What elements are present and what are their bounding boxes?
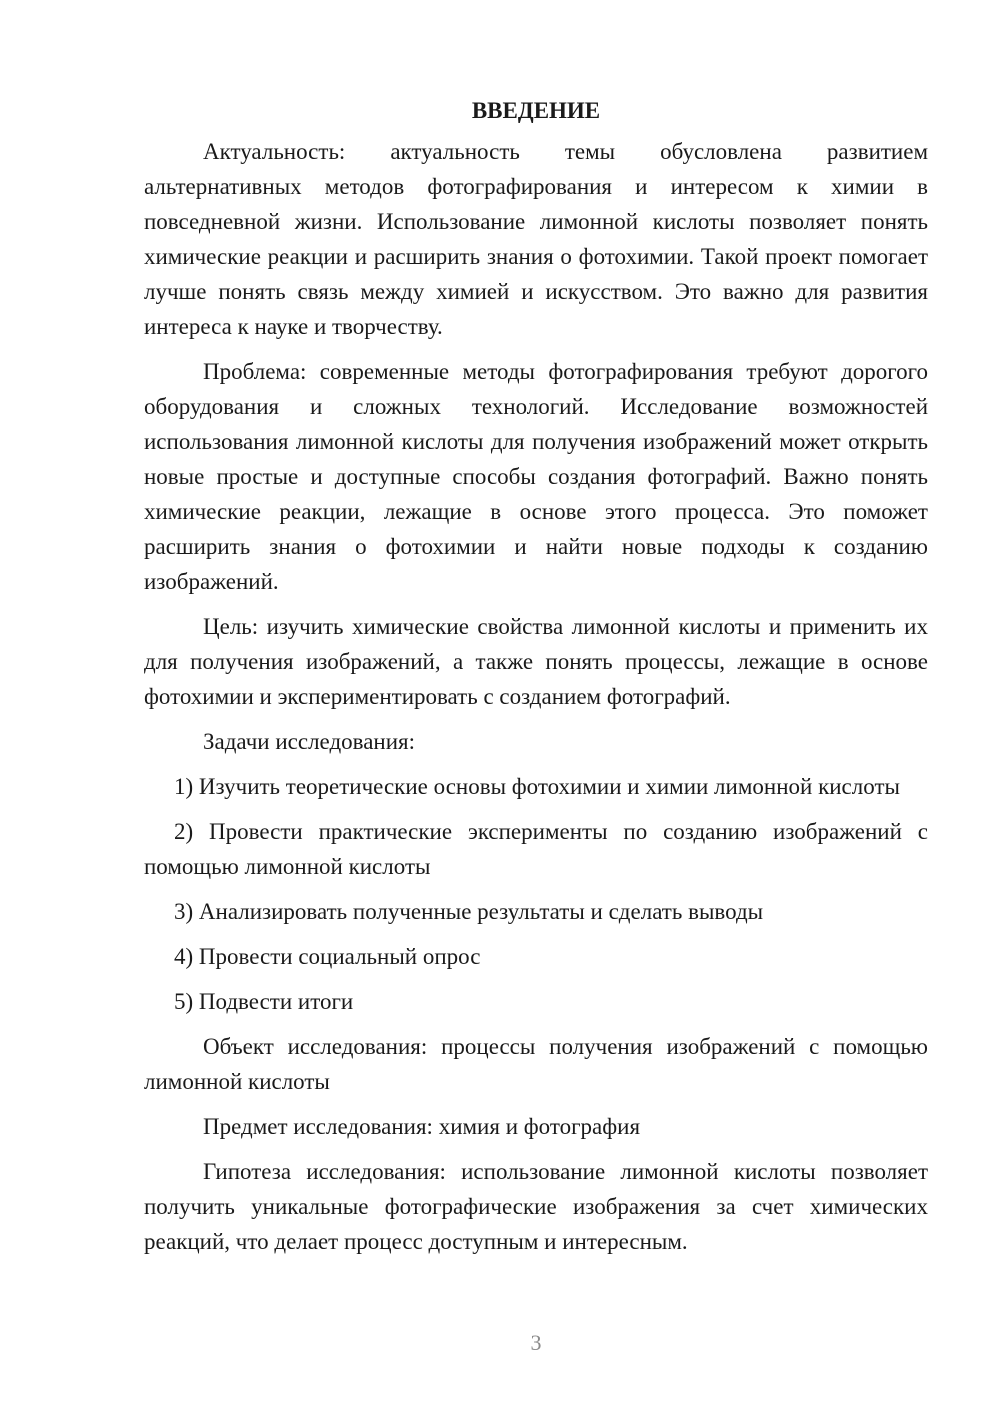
tasks-heading: Задачи исследования:: [203, 729, 416, 754]
problem-paragraph: Проблема: современные методы фотографирования требуют дорогого оборудования и сложных технологий. Исследование возможностей использования лимонной кислоты для получения изображений может открыть новые простые и доступные способы создания фотографий. Важно понять химические реакции, лежащие в основе этого процесса. Это поможет расширить знания о фотохимии и найти новые подходы к созданию изображений.: [144, 359, 928, 594]
object-paragraph: Объект исследования: процессы получения изображений с помощью лимонной кислоты: [144, 1034, 928, 1094]
subject-paragraph: Предмет исследования: химия и фотография: [203, 1114, 641, 1139]
page-number: 3: [530, 1330, 542, 1355]
task-item: 3) Анализировать полученные результаты и сделать выводы: [174, 899, 764, 924]
hypothesis-paragraph: Гипотеза исследования: использование лимонной кислоты позволяет получить уникальные фотографические изображения за счет химических реакций, что делает процесс доступным и интересным.: [144, 1159, 928, 1254]
page-content: [144, 96, 928, 1269]
task-item: 2) Провести практические эксперименты по созданию изображений с помощью лимонной кислоты: [144, 819, 928, 879]
task-item: 4) Провести социальный опрос: [174, 944, 481, 969]
section-title: ВВЕДЕНИЕ: [471, 98, 601, 123]
relevance-paragraph: Актуальность: актуальность темы обусловлена развитием альтернативных методов фотографирования и интересом к химии в повседневной жизни. Использование лимонной кислоты позволяет понять химические реакции и расширить знания о фотохимии. Такой проект помогает лучше понять связь между химией и искусством. Это важно для развития интереса к науке и творчеству.: [144, 139, 928, 339]
task-item: 1) Изучить теоретические основы фотохимии и химии лимонной кислоты: [174, 774, 900, 799]
task-item: 5) Подвести итоги: [174, 989, 354, 1014]
goal-paragraph: Цель: изучить химические свойства лимонной кислоты и применить их для получения изображений, а также понять процессы, лежащие в основе фотохимии и экспериментировать с созданием фотографий.: [144, 614, 928, 709]
